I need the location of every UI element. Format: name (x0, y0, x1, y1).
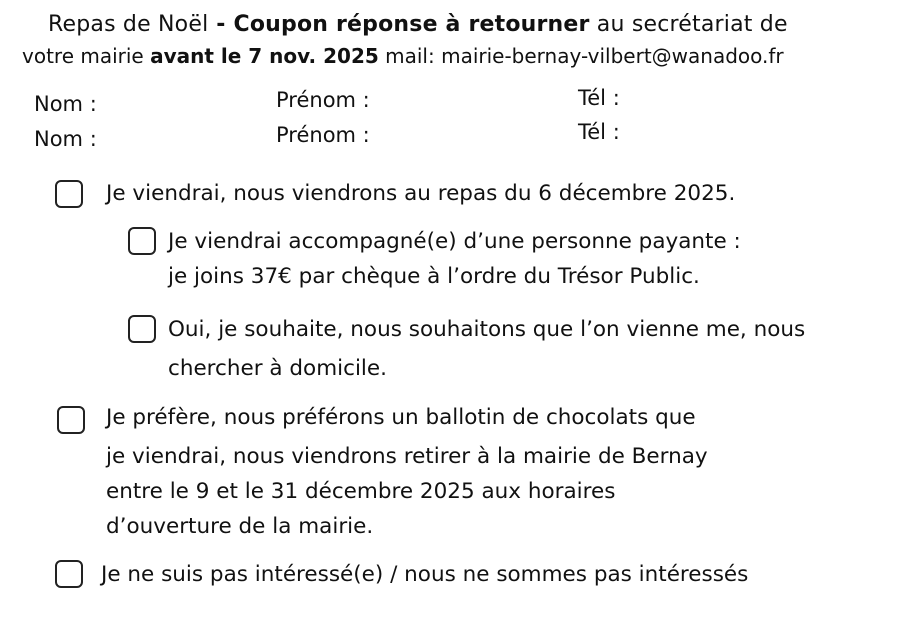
header-line-2 (22, 44, 784, 68)
accompanied-label-line-1: Je viendrai accompagné(e) d’une personne payante : (168, 229, 741, 254)
tel-field-2: Tél : (578, 120, 620, 144)
title-separator: - (208, 12, 234, 37)
home-pickup-label-line-2: chercher à domicile. (168, 356, 387, 381)
chocolates-checkbox[interactable] (57, 406, 85, 434)
mairie-text: votre mairie (22, 44, 151, 68)
not-interested-checkbox[interactable] (55, 560, 83, 588)
chocolates-label-line-3: entre le 9 et le 31 décembre 2025 aux horaires (106, 479, 616, 504)
chocolates-label-line-2: je viendrai, nous viendrons retirer à la mairie de Bernay (106, 444, 708, 469)
chocolates-label-line-4: d’ouverture de la mairie. (106, 514, 374, 539)
accompanied-label-line-2: je joins 37€ par chèque à l’ordre du Trésor Public. (168, 264, 700, 289)
return-to-text: au secrétariat de (589, 12, 788, 37)
home-pickup-label-line-1: Oui, je souhaite, nous souhaitons que l’on vienne me, nous (168, 317, 806, 342)
prenom-field-1: Prénom : (276, 88, 370, 112)
email-text: mail: mairie-bernay-vilbert@wanadoo.fr (378, 44, 784, 68)
home-pickup-checkbox[interactable] (128, 315, 156, 343)
title: Repas de Noël (48, 12, 209, 37)
coupon-heading: Coupon réponse à retourner (233, 12, 590, 37)
attend-meal-label: Je viendrai, nous viendrons au repas du 6 décembre 2025. (106, 181, 736, 206)
chocolates-label-line-1: Je préfère, nous préférons un ballotin de chocolats que (106, 405, 696, 430)
nom-field-1: Nom : (34, 92, 97, 116)
not-interested-label: Je ne suis pas intéressé(e) / nous ne sommes pas intéressés (101, 562, 749, 587)
attend-meal-checkbox[interactable] (55, 180, 83, 208)
prenom-field-2: Prénom : (276, 123, 370, 147)
tel-field-1: Tél : (578, 86, 620, 110)
deadline: avant le 7 nov. 2025 (150, 44, 379, 68)
header-line-1 (48, 12, 788, 37)
accompanied-checkbox[interactable] (128, 227, 156, 255)
nom-field-2: Nom : (34, 127, 97, 151)
